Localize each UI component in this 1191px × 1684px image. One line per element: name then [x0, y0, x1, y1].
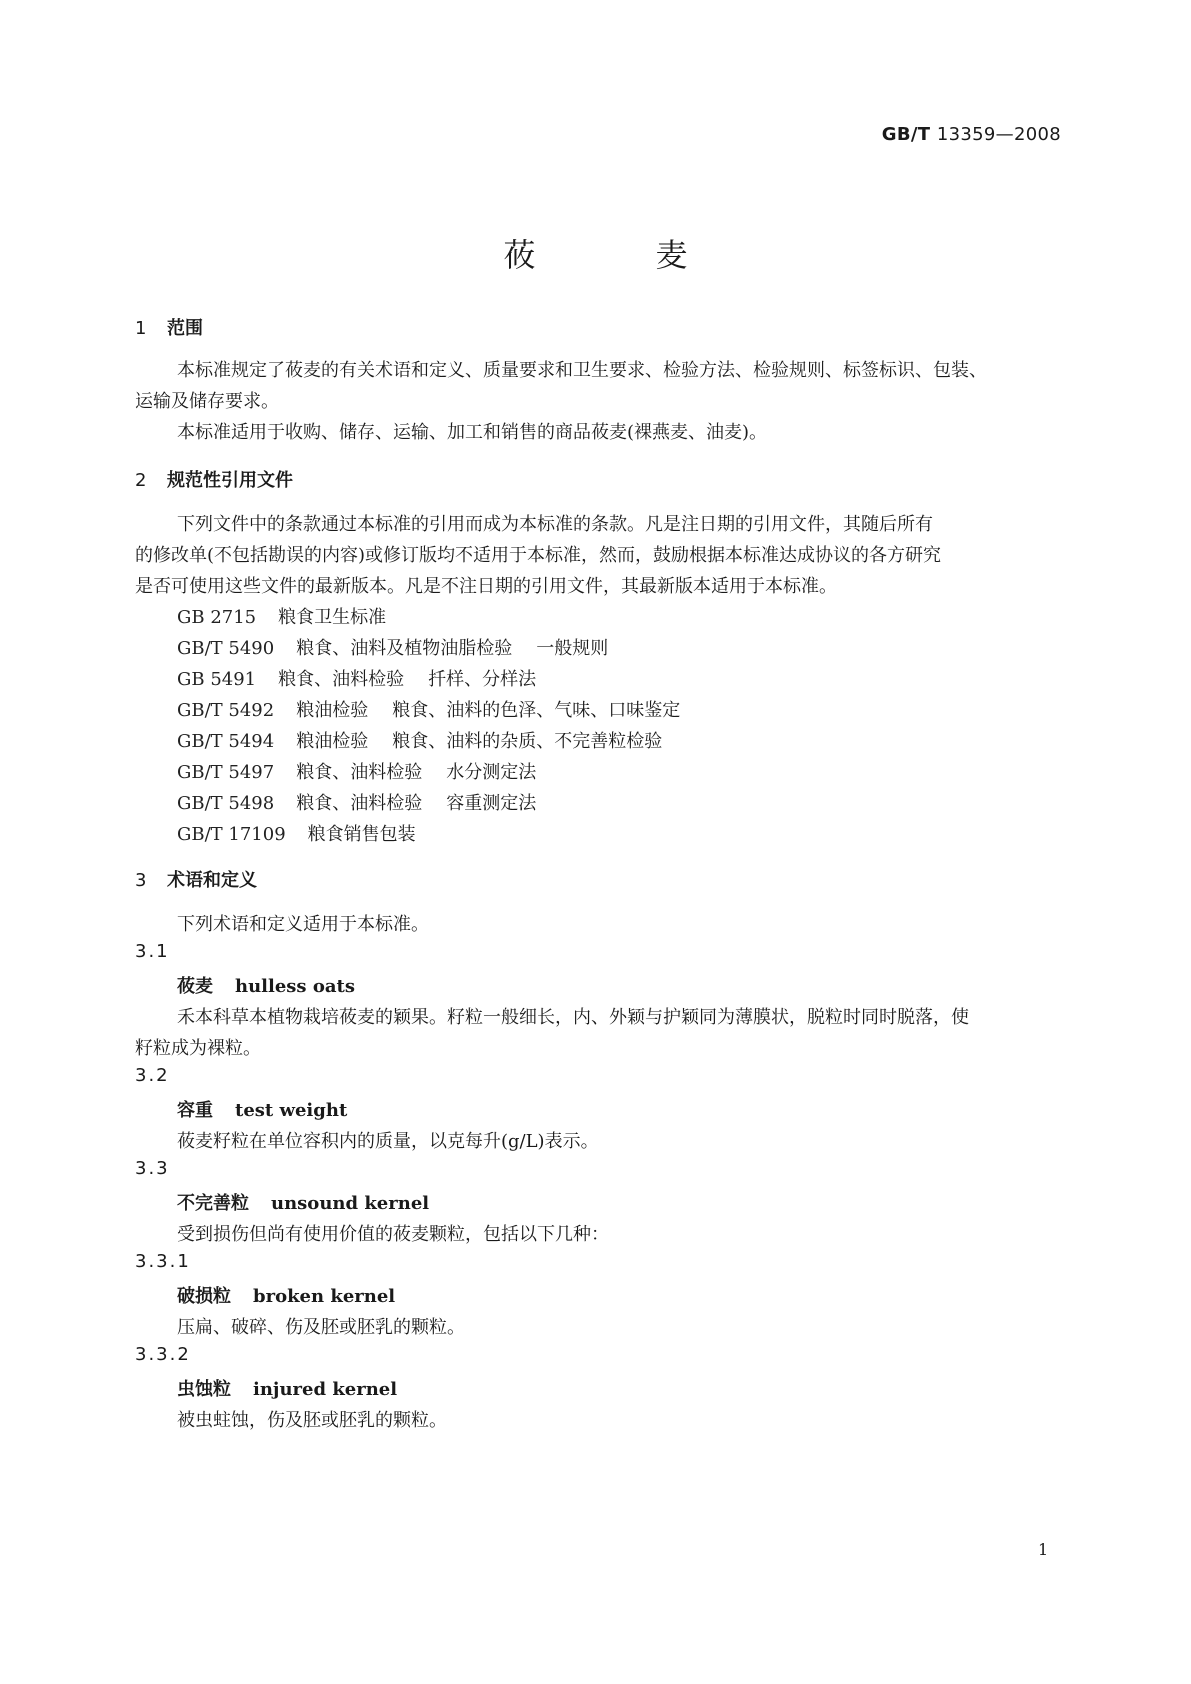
reference-item — [177, 758, 536, 784]
reference-item — [177, 696, 680, 722]
section-number: 3 — [135, 870, 147, 891]
reference-title: 粮食、油料及植物油脂检验 — [296, 638, 513, 659]
term-en: broken kernel — [253, 1286, 396, 1307]
section-heading-3 — [135, 866, 257, 892]
reference-code: GB/T 5490 — [177, 638, 275, 659]
subsection-number: 3.2 — [135, 1065, 170, 1086]
term-en: test weight — [235, 1100, 348, 1121]
reference-item — [177, 727, 662, 753]
subsection-number: 3.3.1 — [135, 1251, 191, 1272]
reference-item — [177, 820, 416, 846]
reference-subtitle: 一般规则 — [536, 638, 609, 659]
reference-subtitle: 粮食、油料的色泽、气味、口味鉴定 — [392, 700, 681, 721]
paragraph-line: 下列术语和定义适用于本标准。 — [177, 914, 429, 935]
reference-title: 粮食、油料检验 — [296, 793, 423, 814]
definition-line: 禾本科草本植物栽培莜麦的颖果。籽粒一般细长，内、外颖与护颖同为薄膜状，脱粒时同时脱落，使 — [177, 1007, 969, 1028]
term-en: injured kernel — [253, 1379, 398, 1400]
paragraph-line: 运输及储存要求。 — [135, 391, 279, 412]
term-zh: 虫蚀粒 — [177, 1379, 231, 1400]
reference-title: 粮食、油料检验 — [296, 762, 423, 783]
term-zh: 破损粒 — [177, 1286, 231, 1307]
reference-code: GB 5491 — [177, 669, 257, 690]
reference-subtitle: 粮食、油料的杂质、不完善粒检验 — [392, 731, 663, 752]
standard-code — [882, 124, 1061, 145]
term-zh: 不完善粒 — [177, 1193, 249, 1214]
reference-code: GB/T 5498 — [177, 793, 275, 814]
reference-item — [177, 665, 536, 691]
document-title: 莜麦 — [503, 236, 808, 274]
subsection-number: 3.1 — [135, 941, 170, 962]
term-zh: 容重 — [177, 1100, 213, 1121]
term-en: hulless oats — [235, 976, 355, 997]
term-entry — [177, 972, 355, 998]
subsection-number: 3.3 — [135, 1158, 170, 1179]
section-heading-text: 范围 — [167, 318, 203, 339]
section-number: 1 — [135, 318, 147, 339]
reference-title: 粮食卫生标准 — [278, 607, 387, 628]
term-en: unsound kernel — [271, 1193, 430, 1214]
section-number: 2 — [135, 470, 147, 491]
subsection-number: 3.3.2 — [135, 1344, 191, 1365]
term-zh: 莜麦 — [177, 976, 213, 997]
reference-item — [177, 603, 386, 629]
definition-line: 被虫蛀蚀，伤及胚或胚乳的颗粒。 — [177, 1410, 447, 1431]
reference-subtitle: 容重测定法 — [446, 793, 537, 814]
reference-code: GB/T 5492 — [177, 700, 275, 721]
standard-code-number: 13359—2008 — [936, 124, 1061, 145]
definition-line: 受到损伤但尚有使用价值的莜麦颗粒，包括以下几种： — [177, 1224, 609, 1245]
definition-line: 莜麦籽粒在单位容积内的质量，以克每升(g/L)表示。 — [177, 1131, 599, 1152]
reference-code: GB/T 5497 — [177, 762, 275, 783]
term-entry — [177, 1282, 395, 1308]
definition-line: 压扁、破碎、伤及胚或胚乳的颗粒。 — [177, 1317, 465, 1338]
reference-title: 粮油检验 — [296, 731, 369, 752]
section-heading-text: 术语和定义 — [167, 870, 257, 891]
reference-title: 粮食销售包装 — [307, 824, 416, 845]
reference-title: 粮油检验 — [296, 700, 369, 721]
section-heading-1 — [135, 314, 203, 340]
paragraph-line: 本标准适用于收购、储存、运输、加工和销售的商品莜麦(裸燕麦、油麦)。 — [177, 422, 768, 443]
paragraph-line: 下列文件中的条款通过本标准的引用而成为本标准的条款。凡是注日期的引用文件，其随后所有 — [177, 514, 933, 535]
paragraph-line: 是否可使用这些文件的最新版本。凡是不注日期的引用文件，其最新版本适用于本标准。 — [135, 576, 837, 597]
reference-title: 粮食、油料检验 — [278, 669, 405, 690]
reference-item — [177, 789, 536, 815]
section-heading-2 — [135, 466, 293, 492]
term-entry — [177, 1375, 397, 1401]
section-heading-text: 规范性引用文件 — [167, 470, 293, 491]
reference-item — [177, 634, 608, 660]
definition-line: 籽粒成为裸粒。 — [135, 1038, 261, 1059]
term-entry — [177, 1096, 347, 1122]
reference-code: GB 2715 — [177, 607, 257, 628]
paragraph-line: 的修改单(不包括勘误的内容)或修订版均不适用于本标准，然而，鼓励根据本标准达成协议的各方研究 — [135, 545, 942, 566]
reference-subtitle: 水分测定法 — [446, 762, 537, 783]
reference-code: GB/T 5494 — [177, 731, 275, 752]
term-entry — [177, 1189, 429, 1215]
reference-subtitle: 扦样、分样法 — [428, 669, 537, 690]
standard-code-prefix: GB/T — [881, 124, 931, 145]
page-number: 1 — [1038, 1540, 1049, 1559]
paragraph-line: 本标准规定了莜麦的有关术语和定义、质量要求和卫生要求、检验方法、检验规则、标签标识、包装、 — [177, 360, 987, 381]
reference-code: GB/T 17109 — [177, 824, 286, 845]
